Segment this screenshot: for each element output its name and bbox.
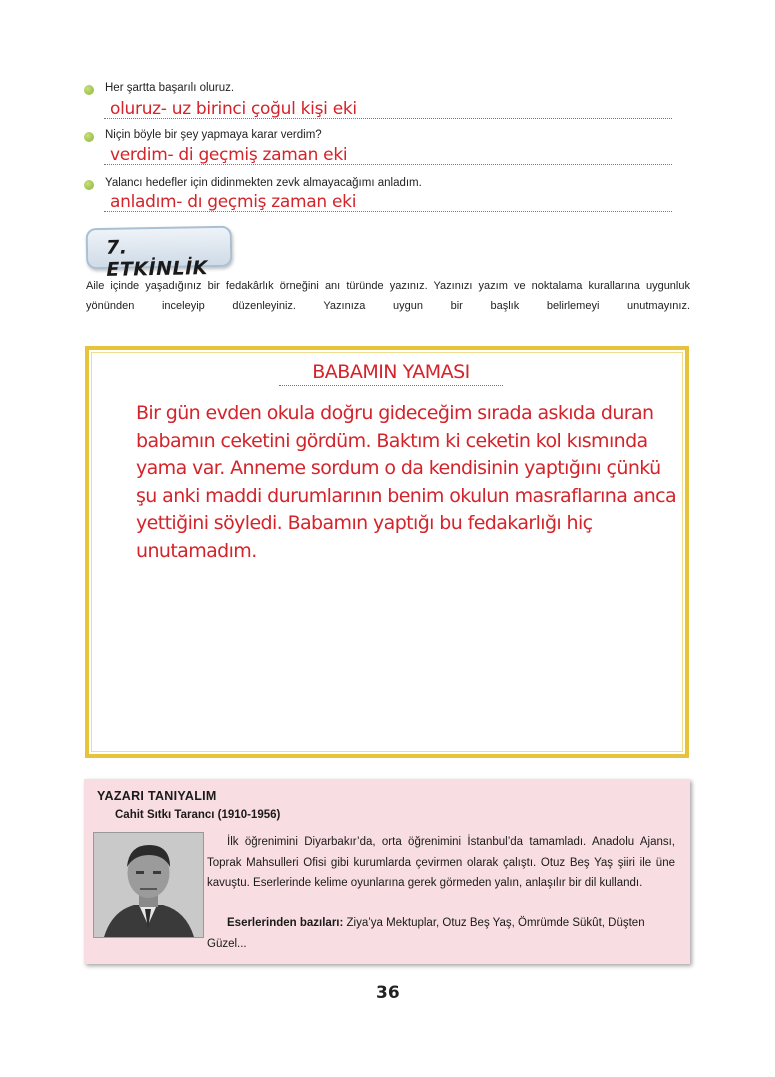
exercise-sentence: Yalancı hedefler için didinmekten zevk almayacağımı anladım. — [105, 177, 422, 189]
exercise-sentence: Niçin böyle bir şey yapmaya karar verdim? — [105, 129, 322, 141]
page-number: 36 — [376, 983, 400, 1003]
works-label: Eserlerinden bazıları: — [227, 917, 344, 929]
story-text: Bir gün evden okula doğru gideceğim sırada askıda duran babamın ceketini gördüm. Baktım ki ceketin kol kısmında yama var. Anneme sordum o da kendisinin yaptığını çünkü şu anki maddi durumlarının benim okulun masraflarına anca yettiğini söyledi. Babamın yaptığı bu fedakarlığı hiç unutamadım. — [136, 402, 677, 562]
author-photo — [93, 832, 204, 938]
author-name: Cahit Sıtkı Tarancı (1910-1956) — [115, 809, 281, 821]
answer-line — [104, 96, 672, 119]
writing-frame — [85, 346, 689, 758]
works-list: Ziya’ya Mektuplar, Otuz Beş Yaş, Ömrümde Sükût, Düşten Güzel... — [207, 917, 645, 950]
handwritten-answer: verdim- di geçmiş zaman eki — [110, 145, 348, 165]
author-info-box — [84, 779, 690, 964]
bullet-icon — [84, 180, 94, 190]
activity-instruction: Aile içinde yaşadığınız bir fedakârlık örneğini anı türünde yazınız. Yazınızı yazım ve noktalama kurallarına uygunluk yönünden inceleyip düzenleyiniz. Yazınıza uygun bir başlık belirlemeyi unutmayınız. — [86, 280, 690, 312]
answer-line — [104, 189, 672, 212]
story-title: BABAMIN YAMASI — [279, 361, 503, 386]
author-bio: İlk öğrenimini Diyarbakır’da, orta öğrenimini İstanbul’da tamamladı. Anadolu Ajansı, Toprak Mahsulleri Ofisi gibi kurumlarda çevirmen olarak çalıştı. Otuz Beş Yaş şiiri ile üne kavuştu. Eserlerinde kelime oyunlarına gerek görmeden yalın, anlaşılır bir dil kullandı. — [207, 836, 675, 889]
handwritten-answer: oluruz- uz birinci çoğul kişi eki — [110, 99, 357, 119]
author-portrait-icon — [94, 833, 203, 937]
exercise-sentence: Her şartta başarılı oluruz. — [105, 82, 235, 94]
answer-line — [104, 142, 672, 165]
author-works — [207, 913, 675, 955]
handwritten-answer: anladım- dı geçmiş zaman eki — [110, 192, 357, 212]
activity-label: 7. ETKİNLİK — [105, 236, 209, 281]
activity-label-badge — [86, 226, 233, 281]
bullet-icon — [84, 132, 94, 142]
author-heading: YAZARI TANIYALIM — [97, 789, 217, 803]
bullet-icon — [84, 85, 94, 95]
